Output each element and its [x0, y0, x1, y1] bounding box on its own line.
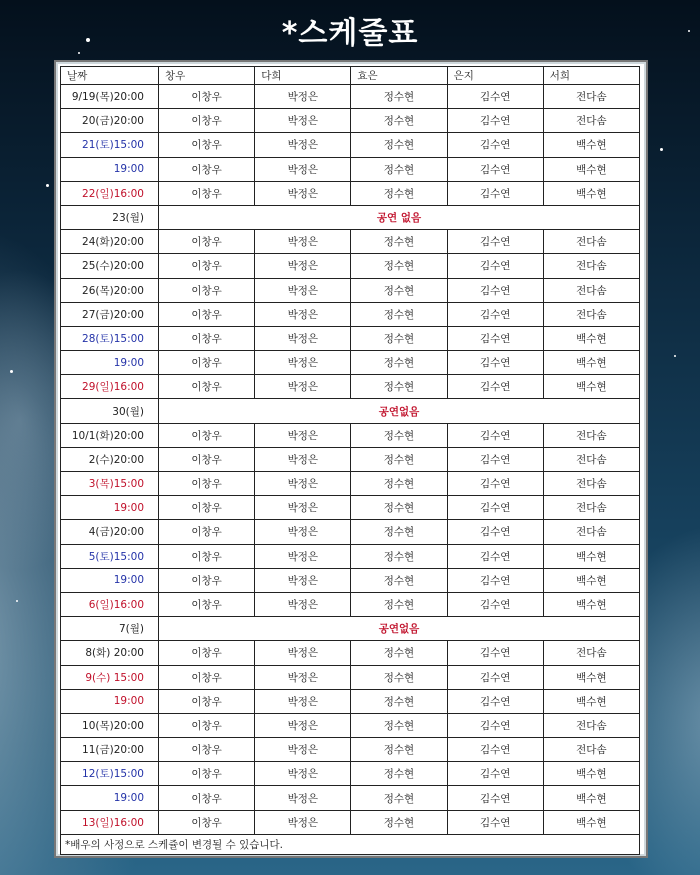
seohee-cast: 백수현	[543, 762, 639, 786]
seohee-cast: 백수현	[543, 326, 639, 350]
eunji-cast: 김수연	[447, 641, 543, 665]
changwoo-cast: 이창우	[159, 157, 255, 181]
eunji-cast: 김수연	[447, 326, 543, 350]
hyoeun-cast: 정수현	[351, 568, 447, 592]
eunji-cast: 김수연	[447, 762, 543, 786]
no-show-label: 공연 없음	[159, 205, 640, 229]
schedule-date: 8(화) 20:00	[61, 641, 159, 665]
table-row	[61, 133, 640, 157]
seohee-cast: 전다솜	[543, 472, 639, 496]
hyoeun-cast: 정수현	[351, 713, 447, 737]
schedule-date: 2(수)20:00	[61, 447, 159, 471]
header-hyoeun: 효은	[351, 67, 447, 85]
hyoeun-cast: 정수현	[351, 496, 447, 520]
dahee-cast: 박정은	[255, 447, 351, 471]
eunji-cast: 김수연	[447, 181, 543, 205]
seohee-cast: 전다솜	[543, 85, 639, 109]
eunji-cast: 김수연	[447, 351, 543, 375]
eunji-cast: 김수연	[447, 665, 543, 689]
seohee-cast: 백수현	[543, 544, 639, 568]
changwoo-cast: 이창우	[159, 302, 255, 326]
hyoeun-cast: 정수현	[351, 326, 447, 350]
hyoeun-cast: 정수현	[351, 665, 447, 689]
eunji-cast: 김수연	[447, 472, 543, 496]
hyoeun-cast: 정수현	[351, 351, 447, 375]
page-title: *스케줄표	[281, 16, 419, 51]
dahee-cast: 박정은	[255, 520, 351, 544]
table-row	[61, 205, 640, 229]
seohee-cast: 백수현	[543, 568, 639, 592]
eunji-cast: 김수연	[447, 230, 543, 254]
table-row	[61, 568, 640, 592]
hyoeun-cast: 정수현	[351, 157, 447, 181]
eunji-cast: 김수연	[447, 157, 543, 181]
seohee-cast: 백수현	[543, 351, 639, 375]
table-row	[61, 85, 640, 109]
no-show-label: 공연없음	[159, 399, 640, 423]
seohee-cast: 백수현	[543, 786, 639, 810]
changwoo-cast: 이창우	[159, 544, 255, 568]
schedule-date: 22(일)16:00	[61, 181, 159, 205]
dahee-cast: 박정은	[255, 133, 351, 157]
changwoo-cast: 이창우	[159, 762, 255, 786]
hyoeun-cast: 정수현	[351, 447, 447, 471]
eunji-cast: 김수연	[447, 278, 543, 302]
hyoeun-cast: 정수현	[351, 133, 447, 157]
dahee-cast: 박정은	[255, 85, 351, 109]
eunji-cast: 김수연	[447, 544, 543, 568]
changwoo-cast: 이창우	[159, 254, 255, 278]
dahee-cast: 박정은	[255, 109, 351, 133]
hyoeun-cast: 정수현	[351, 689, 447, 713]
eunji-cast: 김수연	[447, 496, 543, 520]
schedule-date: 23(월)	[61, 205, 159, 229]
star	[16, 600, 18, 602]
table-row	[61, 447, 640, 471]
seohee-cast: 전다솜	[543, 423, 639, 447]
eunji-cast: 김수연	[447, 592, 543, 616]
changwoo-cast: 이창우	[159, 326, 255, 350]
seohee-cast: 백수현	[543, 181, 639, 205]
dahee-cast: 박정은	[255, 568, 351, 592]
eunji-cast: 김수연	[447, 375, 543, 399]
seohee-cast: 전다솜	[543, 254, 639, 278]
changwoo-cast: 이창우	[159, 423, 255, 447]
changwoo-cast: 이창우	[159, 786, 255, 810]
eunji-cast: 김수연	[447, 689, 543, 713]
footnote-row	[61, 834, 640, 854]
schedule-date: 9/19(목)20:00	[61, 85, 159, 109]
eunji-cast: 김수연	[447, 810, 543, 834]
schedule-body	[61, 85, 640, 835]
no-show-label: 공연없음	[159, 617, 640, 641]
table-row	[61, 496, 640, 520]
hyoeun-cast: 정수현	[351, 810, 447, 834]
hyoeun-cast: 정수현	[351, 738, 447, 762]
dahee-cast: 박정은	[255, 496, 351, 520]
hyoeun-cast: 정수현	[351, 254, 447, 278]
seohee-cast: 백수현	[543, 665, 639, 689]
table-row	[61, 423, 640, 447]
eunji-cast: 김수연	[447, 423, 543, 447]
schedule-date: 19:00	[61, 157, 159, 181]
dahee-cast: 박정은	[255, 544, 351, 568]
schedule-date: 29(일)16:00	[61, 375, 159, 399]
table-row	[61, 762, 640, 786]
schedule-date: 4(금)20:00	[61, 520, 159, 544]
schedule-date: 5(토)15:00	[61, 544, 159, 568]
schedule-date: 21(토)15:00	[61, 133, 159, 157]
table-row	[61, 302, 640, 326]
seohee-cast: 백수현	[543, 810, 639, 834]
dahee-cast: 박정은	[255, 713, 351, 737]
dahee-cast: 박정은	[255, 689, 351, 713]
table-row	[61, 738, 640, 762]
seohee-cast: 전다솜	[543, 641, 639, 665]
eunji-cast: 김수연	[447, 568, 543, 592]
hyoeun-cast: 정수현	[351, 472, 447, 496]
eunji-cast: 김수연	[447, 786, 543, 810]
table-row	[61, 617, 640, 641]
changwoo-cast: 이창우	[159, 181, 255, 205]
table-row	[61, 399, 640, 423]
hyoeun-cast: 정수현	[351, 302, 447, 326]
seohee-cast: 백수현	[543, 689, 639, 713]
dahee-cast: 박정은	[255, 326, 351, 350]
hyoeun-cast: 정수현	[351, 109, 447, 133]
dahee-cast: 박정은	[255, 423, 351, 447]
changwoo-cast: 이창우	[159, 472, 255, 496]
eunji-cast: 김수연	[447, 447, 543, 471]
seohee-cast: 백수현	[543, 133, 639, 157]
changwoo-cast: 이창우	[159, 230, 255, 254]
changwoo-cast: 이창우	[159, 85, 255, 109]
table-row	[61, 544, 640, 568]
schedule-date: 19:00	[61, 351, 159, 375]
dahee-cast: 박정은	[255, 302, 351, 326]
eunji-cast: 김수연	[447, 109, 543, 133]
schedule-date: 19:00	[61, 689, 159, 713]
seohee-cast: 백수현	[543, 592, 639, 616]
schedule-date: 10(목)20:00	[61, 713, 159, 737]
dahee-cast: 박정은	[255, 665, 351, 689]
seohee-cast: 전다솜	[543, 302, 639, 326]
dahee-cast: 박정은	[255, 157, 351, 181]
eunji-cast: 김수연	[447, 254, 543, 278]
changwoo-cast: 이창우	[159, 351, 255, 375]
dahee-cast: 박정은	[255, 375, 351, 399]
schedule-sheet	[54, 60, 648, 858]
schedule-date: 24(화)20:00	[61, 230, 159, 254]
changwoo-cast: 이창우	[159, 496, 255, 520]
table-row	[61, 375, 640, 399]
header-date: 날짜	[61, 67, 159, 85]
table-row	[61, 351, 640, 375]
schedule-date: 3(목)15:00	[61, 472, 159, 496]
schedule-date: 28(토)15:00	[61, 326, 159, 350]
schedule-date: 6(일)16:00	[61, 592, 159, 616]
schedule-date: 19:00	[61, 496, 159, 520]
table-row	[61, 665, 640, 689]
schedule-date: 7(월)	[61, 617, 159, 641]
hyoeun-cast: 정수현	[351, 85, 447, 109]
schedule-date: 27(금)20:00	[61, 302, 159, 326]
eunji-cast: 김수연	[447, 520, 543, 544]
hyoeun-cast: 정수현	[351, 592, 447, 616]
header-changwoo: 창우	[159, 67, 255, 85]
dahee-cast: 박정은	[255, 810, 351, 834]
table-header-row	[61, 67, 640, 85]
eunji-cast: 김수연	[447, 133, 543, 157]
schedule-date: 11(금)20:00	[61, 738, 159, 762]
dahee-cast: 박정은	[255, 786, 351, 810]
eunji-cast: 김수연	[447, 713, 543, 737]
schedule-date: 12(토)15:00	[61, 762, 159, 786]
hyoeun-cast: 정수현	[351, 520, 447, 544]
seohee-cast: 전다솜	[543, 713, 639, 737]
seohee-cast: 전다솜	[543, 109, 639, 133]
dahee-cast: 박정은	[255, 230, 351, 254]
hyoeun-cast: 정수현	[351, 641, 447, 665]
dahee-cast: 박정은	[255, 278, 351, 302]
schedule-date: 25(수)20:00	[61, 254, 159, 278]
eunji-cast: 김수연	[447, 85, 543, 109]
eunji-cast: 김수연	[447, 738, 543, 762]
schedule-date: 13(일)16:00	[61, 810, 159, 834]
schedule-date: 19:00	[61, 568, 159, 592]
seohee-cast: 전다솜	[543, 447, 639, 471]
hyoeun-cast: 정수현	[351, 230, 447, 254]
table-row	[61, 713, 640, 737]
table-row	[61, 810, 640, 834]
header-dahee: 다희	[255, 67, 351, 85]
seohee-cast: 전다솜	[543, 496, 639, 520]
changwoo-cast: 이창우	[159, 810, 255, 834]
dahee-cast: 박정은	[255, 641, 351, 665]
footnote: *배우의 사정으로 스케쥴이 변경될 수 있습니다.	[61, 834, 640, 854]
dahee-cast: 박정은	[255, 738, 351, 762]
seohee-cast: 백수현	[543, 157, 639, 181]
changwoo-cast: 이창우	[159, 665, 255, 689]
hyoeun-cast: 정수현	[351, 423, 447, 447]
schedule-date: 10/1(화)20:00	[61, 423, 159, 447]
changwoo-cast: 이창우	[159, 278, 255, 302]
changwoo-cast: 이창우	[159, 738, 255, 762]
changwoo-cast: 이창우	[159, 375, 255, 399]
changwoo-cast: 이창우	[159, 713, 255, 737]
table-row	[61, 254, 640, 278]
dahee-cast: 박정은	[255, 592, 351, 616]
dahee-cast: 박정은	[255, 472, 351, 496]
table-row	[61, 520, 640, 544]
header-seohee: 서희	[543, 67, 639, 85]
table-row	[61, 181, 640, 205]
hyoeun-cast: 정수현	[351, 375, 447, 399]
star	[46, 184, 49, 187]
dahee-cast: 박정은	[255, 254, 351, 278]
star	[660, 148, 663, 151]
hyoeun-cast: 정수현	[351, 786, 447, 810]
table-row	[61, 109, 640, 133]
changwoo-cast: 이창우	[159, 133, 255, 157]
seohee-cast: 전다솜	[543, 520, 639, 544]
table-row	[61, 230, 640, 254]
table-row	[61, 472, 640, 496]
schedule-table	[60, 66, 640, 855]
dahee-cast: 박정은	[255, 181, 351, 205]
schedule-date: 30(월)	[61, 399, 159, 423]
header-eunji: 은지	[447, 67, 543, 85]
schedule-date: 26(목)20:00	[61, 278, 159, 302]
dahee-cast: 박정은	[255, 351, 351, 375]
hyoeun-cast: 정수현	[351, 278, 447, 302]
table-row	[61, 641, 640, 665]
star	[78, 52, 80, 54]
star	[674, 355, 676, 357]
table-row	[61, 157, 640, 181]
seohee-cast: 전다솜	[543, 278, 639, 302]
changwoo-cast: 이창우	[159, 447, 255, 471]
changwoo-cast: 이창우	[159, 592, 255, 616]
changwoo-cast: 이창우	[159, 109, 255, 133]
seohee-cast: 전다솜	[543, 738, 639, 762]
star	[10, 370, 13, 373]
hyoeun-cast: 정수현	[351, 544, 447, 568]
table-row	[61, 278, 640, 302]
changwoo-cast: 이창우	[159, 520, 255, 544]
hyoeun-cast: 정수현	[351, 181, 447, 205]
table-row	[61, 592, 640, 616]
table-row	[61, 326, 640, 350]
seohee-cast: 백수현	[543, 375, 639, 399]
schedule-date: 20(금)20:00	[61, 109, 159, 133]
changwoo-cast: 이창우	[159, 641, 255, 665]
table-row	[61, 689, 640, 713]
changwoo-cast: 이창우	[159, 689, 255, 713]
schedule-date: 19:00	[61, 786, 159, 810]
schedule-date: 9(수) 15:00	[61, 665, 159, 689]
changwoo-cast: 이창우	[159, 568, 255, 592]
eunji-cast: 김수연	[447, 302, 543, 326]
seohee-cast: 전다솜	[543, 230, 639, 254]
table-row	[61, 786, 640, 810]
dahee-cast: 박정은	[255, 762, 351, 786]
hyoeun-cast: 정수현	[351, 762, 447, 786]
